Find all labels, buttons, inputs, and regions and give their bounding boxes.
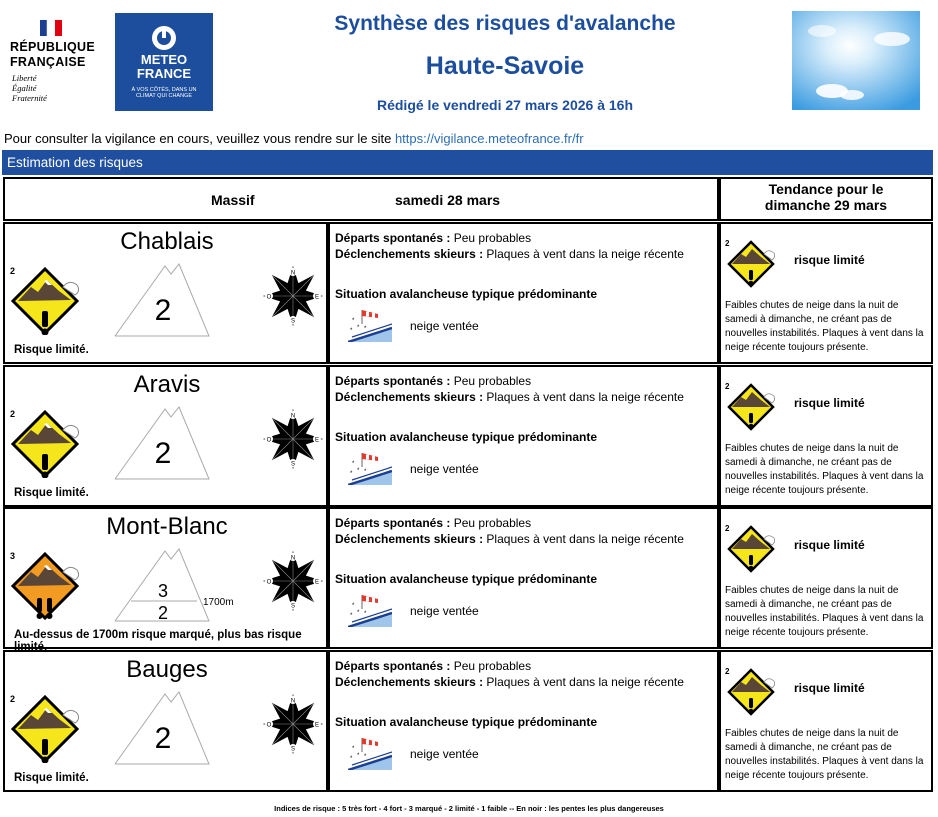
trend-level-number: 2	[725, 667, 730, 676]
compass-s: S	[290, 318, 296, 325]
trend-label: risque limité	[794, 396, 865, 410]
trend-cell	[719, 650, 933, 792]
situation-title: Situation avalancheuse typique prédominante	[335, 572, 598, 586]
trend-risk-icon	[727, 525, 775, 573]
declenchements-line	[335, 674, 684, 690]
compass-n: N	[290, 270, 296, 277]
motto-egalite: Égalité	[12, 83, 37, 93]
vigilance-link[interactable]: https://vigilance.meteofrance.fr/fr	[394, 131, 584, 146]
exposure-compass-icon	[261, 692, 325, 756]
trend-text: Faibles chutes de neige dans la nuit de samedi à dimanche, ne créant pas de nouvelles instabilités. Plaques à vent dans la neige récente toujours présente.	[725, 443, 924, 496]
republique-line1: RÉPUBLIQUE	[10, 40, 95, 54]
trend-level-number: 2	[725, 239, 730, 248]
svg-text:*: *	[357, 753, 360, 759]
trend-cell	[719, 365, 933, 507]
consult-vigilance-text	[4, 131, 584, 146]
detail-cell	[328, 365, 719, 507]
republique-francaise-logo	[10, 18, 110, 108]
compass-o: O	[266, 294, 272, 301]
wind-snow-icon	[348, 306, 392, 342]
departs-value: Peu probables	[453, 516, 532, 530]
detail-cell	[328, 222, 719, 364]
risk-limite-icon	[11, 267, 79, 335]
risk-caption: Au-dessus de 1700m risque marqué, plus bas risque limité.	[14, 629, 302, 653]
declenchements-label: Déclenchements skieurs :	[335, 390, 484, 404]
risk-caption: Risque limité.	[14, 487, 89, 499]
section-title-bar: Estimation des risques	[2, 150, 933, 175]
declenchements-value: Plaques à vent dans la neige récente	[486, 247, 684, 261]
compass-o: O	[266, 579, 272, 586]
trend-level-number: 2	[725, 524, 730, 533]
departs-label: Départs spontanés :	[335, 659, 451, 673]
trend-cell	[719, 222, 933, 364]
massif-cell	[3, 507, 328, 653]
trend-risk-icon	[727, 240, 775, 288]
trend-label: risque limité	[794, 681, 865, 695]
compass-o: O	[266, 437, 272, 444]
detail-cell	[328, 650, 719, 792]
declenchements-line	[335, 389, 684, 405]
header-day: samedi 28 mars	[395, 192, 501, 208]
departs-line	[335, 373, 531, 389]
situation-value: neige ventée	[410, 319, 479, 333]
motto-fraternite: Fraternité	[12, 93, 47, 103]
table-header-main	[3, 177, 719, 221]
marianne-flag-icon	[40, 20, 62, 36]
massif-name: Mont-Blanc	[106, 513, 228, 540]
wind-snow-icon	[348, 449, 392, 485]
declenchements-label: Déclenchements skieurs :	[335, 675, 484, 689]
svg-text:*: *	[352, 461, 355, 467]
risk-level-number: 2	[10, 409, 16, 419]
trend-text: Faibles chutes de neige dans la nuit de samedi à dimanche, ne créant pas de nouvelles instabilités. Plaques à vent dans la neige récente toujours présente.	[725, 585, 924, 638]
table-header-trend	[719, 177, 933, 221]
mountain-diagram	[113, 690, 253, 776]
compass-e: E	[314, 722, 320, 729]
consult-text2: veuillez vous rendre sur le site	[212, 131, 395, 146]
svg-text:*: *	[364, 754, 367, 760]
motto-liberte: Liberté	[12, 73, 37, 83]
departs-label: Départs spontanés :	[335, 231, 451, 245]
mountain-diagram	[113, 547, 253, 633]
compass-n: N	[290, 413, 296, 420]
compass-e: E	[314, 437, 320, 444]
svg-text:*: *	[352, 318, 355, 324]
situation-title: Situation avalancheuse typique prédominante	[335, 430, 598, 444]
risk-level-number: 2	[10, 266, 16, 276]
wind-snow-icon	[348, 591, 392, 627]
declenchements-line	[335, 531, 684, 547]
departs-line	[335, 515, 531, 531]
mountain-diagram	[113, 405, 253, 491]
compass-s: S	[290, 603, 296, 610]
situation-title: Situation avalancheuse typique prédominante	[335, 715, 598, 729]
republique-line2: FRANÇAISE	[10, 55, 86, 69]
meteo-france-logo	[115, 13, 213, 111]
sky-photo	[792, 11, 920, 110]
massif-name: Chablais	[120, 228, 214, 255]
department-title: Haute-Savoie	[425, 52, 585, 80]
risk-index-legend: Indices de risque : 5 très fort - 4 fort - 3 marqué - 2 limité - 1 faible -- En noir : les pentes les plus dangereuses	[274, 804, 664, 813]
trend-text: Faibles chutes de neige dans la nuit de samedi à dimanche, ne créant pas de nouvelles instabilités. Plaques à vent dans la neige récente toujours présente.	[725, 728, 924, 781]
mountain-level-upper: 3	[157, 581, 169, 601]
exposure-compass-icon	[261, 407, 325, 471]
situation-value: neige ventée	[410, 747, 479, 761]
svg-text:*: *	[357, 325, 360, 331]
risk-marque-icon	[11, 552, 79, 620]
departs-line	[335, 230, 531, 246]
svg-text:*: *	[350, 471, 353, 477]
svg-text:*: *	[350, 613, 353, 619]
compass-e: E	[314, 579, 320, 586]
trend-risk-icon	[727, 668, 775, 716]
consult-text1: Pour consulter la vigilance en cours,	[4, 131, 213, 146]
trend-text: Faibles chutes de neige dans la nuit de samedi à dimanche, ne créant pas de nouvelles instabilités. Plaques à vent dans la neige récente toujours présente.	[725, 300, 924, 353]
departs-value: Peu probables	[453, 231, 532, 245]
departs-value: Peu probables	[453, 374, 532, 388]
header-trend-line2: dimanche 29 mars	[764, 197, 888, 213]
trend-label: risque limité	[794, 538, 865, 552]
departs-line	[335, 658, 531, 674]
compass-s: S	[290, 461, 296, 468]
svg-text:*: *	[357, 468, 360, 474]
declenchements-value: Plaques à vent dans la neige récente	[486, 390, 684, 404]
svg-text:*: *	[364, 469, 367, 475]
departs-value: Peu probables	[453, 659, 532, 673]
compass-e: E	[314, 294, 320, 301]
risk-limite-icon	[11, 695, 79, 763]
trend-cell	[719, 507, 933, 649]
departs-label: Départs spontanés :	[335, 516, 451, 530]
risk-caption: Risque limité.	[14, 344, 89, 356]
meteo-line2: FRANCE	[136, 66, 192, 81]
massif-cell	[3, 650, 328, 792]
trend-label: risque limité	[794, 253, 865, 267]
written-date: Rédigé le vendredi 27 mars 2026 à 16h	[376, 97, 634, 113]
massif-name: Bauges	[126, 656, 208, 683]
svg-text:*: *	[357, 610, 360, 616]
massif-cell	[3, 222, 328, 364]
meteo-tag1: À VOS CÔTÉS, DANS UN	[131, 87, 197, 93]
situation-value: neige ventée	[410, 604, 479, 618]
compass-s: S	[290, 746, 296, 753]
meteo-line1: METEO	[140, 52, 188, 67]
page-title: Synthèse des risques d'avalanche	[334, 12, 676, 35]
meteo-france-emblem-icon	[151, 25, 177, 51]
risk-level-number: 3	[10, 551, 16, 561]
meteo-tag2: CLIMAT QUI CHANGE	[135, 93, 193, 99]
svg-text:*: *	[364, 611, 367, 617]
altitude-label: 1700m	[203, 597, 234, 608]
massif-cell	[3, 365, 328, 507]
mountain-level-lower: 2	[157, 603, 169, 623]
mountain-level: 2	[154, 722, 172, 755]
departs-label: Départs spontanés :	[335, 374, 451, 388]
trend-level-number: 2	[725, 382, 730, 391]
risk-level-number: 2	[10, 694, 16, 704]
compass-n: N	[290, 698, 296, 705]
svg-text:*: *	[350, 756, 353, 762]
risk-limite-icon	[11, 410, 79, 478]
situation-value: neige ventée	[410, 462, 479, 476]
situation-title: Situation avalancheuse typique prédominante	[335, 287, 598, 301]
mountain-diagram	[113, 262, 253, 348]
header-massif: Massif	[211, 192, 255, 208]
svg-text:*: *	[364, 326, 367, 332]
declenchements-line	[335, 246, 684, 262]
declenchements-value: Plaques à vent dans la neige récente	[486, 532, 684, 546]
detail-cell	[328, 507, 719, 649]
trend-risk-icon	[727, 383, 775, 431]
svg-text:*: *	[350, 328, 353, 334]
svg-text:*: *	[352, 746, 355, 752]
svg-text:*: *	[352, 603, 355, 609]
massif-name: Aravis	[133, 371, 201, 398]
wind-snow-icon	[348, 734, 392, 770]
compass-o: O	[266, 722, 272, 729]
mountain-level: 2	[154, 294, 172, 327]
header-trend-line1: Tendance pour le	[768, 181, 884, 197]
exposure-compass-icon	[261, 549, 325, 613]
exposure-compass-icon	[261, 264, 325, 328]
declenchements-label: Déclenchements skieurs :	[335, 532, 484, 546]
declenchements-value: Plaques à vent dans la neige récente	[486, 675, 684, 689]
declenchements-label: Déclenchements skieurs :	[335, 247, 484, 261]
risk-caption: Risque limité.	[14, 772, 89, 784]
compass-n: N	[290, 555, 296, 562]
mountain-level: 2	[154, 437, 172, 470]
